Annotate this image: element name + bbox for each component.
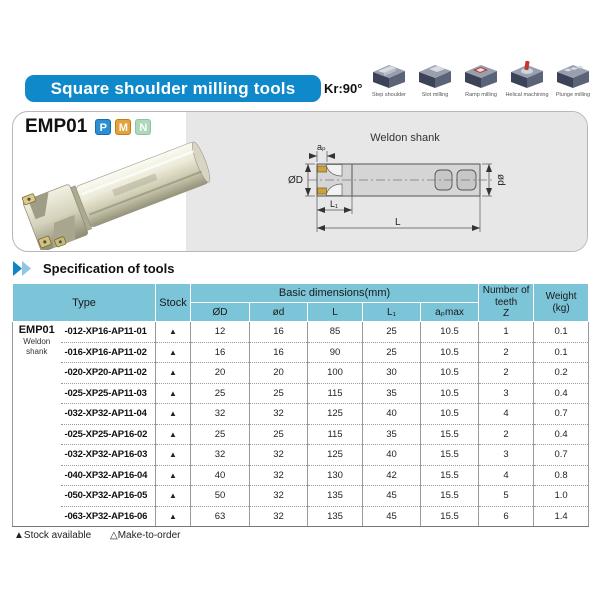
stock-flag-cell: ▲ — [156, 445, 191, 466]
weight-cell: 0.1 — [534, 342, 589, 363]
dim-od-cell: 32 — [250, 445, 308, 466]
dim-od-cell: 32 — [250, 506, 308, 527]
slot-milling-icon — [415, 61, 455, 91]
iso-badge-n: N — [135, 119, 151, 135]
dim-L-cell: 115 — [308, 424, 363, 445]
table-row — [13, 342, 589, 363]
dim-L1-cell: 35 — [363, 383, 421, 404]
teeth-cell: 2 — [479, 363, 534, 384]
iso-badge-m: M — [115, 119, 131, 135]
model-name: EMP01 — [25, 116, 88, 137]
col-header-OD: ØD — [191, 303, 250, 322]
type-code-cell: -040-XP32-AP16-04 — [61, 465, 156, 486]
spec-table-head — [13, 284, 589, 322]
ramp-milling-icon — [461, 61, 501, 91]
dim-L-cell: 130 — [308, 465, 363, 486]
dim-apmax-cell: 10.5 — [421, 322, 479, 343]
specification-table — [12, 283, 589, 527]
dim-od-cell: 20 — [250, 363, 308, 384]
dim-od-cell: 32 — [250, 404, 308, 425]
table-row — [13, 424, 589, 445]
table-row — [13, 383, 589, 404]
col-header-L1: L₁ — [363, 303, 421, 322]
application-label: Step shoulder — [372, 92, 406, 98]
series-shank-type: Weldon shank — [23, 337, 51, 356]
dim-od-cell: 25 — [250, 424, 308, 445]
stock-flag-cell: ▲ — [156, 363, 191, 384]
weight-cell: 1.0 — [534, 486, 589, 507]
dim-L1-cell: 35 — [363, 424, 421, 445]
drawing-insert-top — [318, 166, 327, 172]
teeth-cell: 1 — [479, 322, 534, 343]
dim-L1-cell: 40 — [363, 445, 421, 466]
teeth-cell: 2 — [479, 424, 534, 445]
footnote-make-to-order: △Make-to-order — [110, 530, 181, 541]
weight-cell: 0.1 — [534, 322, 589, 343]
application-ramp-milling — [458, 61, 504, 98]
dim-L1-cell: 40 — [363, 404, 421, 425]
application-label: Plunge milling — [555, 92, 591, 98]
col-header-weight — [534, 284, 589, 322]
dim-OD-cell: 25 — [191, 383, 250, 404]
dim-OD-cell: 50 — [191, 486, 250, 507]
dim-label-L: L — [395, 217, 401, 228]
stock-flag-cell: ▲ — [156, 506, 191, 527]
application-step-shoulder — [366, 61, 412, 98]
section-title: Specification of tools — [43, 261, 175, 276]
table-row — [13, 363, 589, 384]
weight-cell: 0.2 — [534, 363, 589, 384]
dim-L-cell: 115 — [308, 383, 363, 404]
weight-cell: 0.4 — [534, 383, 589, 404]
model-header — [25, 116, 155, 138]
table-row — [13, 486, 589, 507]
teeth-cell: 6 — [479, 506, 534, 527]
dim-L-cell: 90 — [308, 342, 363, 363]
application-icons — [366, 61, 598, 98]
teeth-cell: 3 — [479, 383, 534, 404]
kr-angle-label: Kr:90° — [324, 81, 363, 96]
table-row — [13, 445, 589, 466]
dim-L1-cell: 45 — [363, 506, 421, 527]
series-model: EMP01 — [18, 324, 55, 336]
application-slot-milling — [412, 61, 458, 98]
stock-flag-cell: ▲ — [156, 383, 191, 404]
type-code-cell: -025-XP25-AP11-03 — [61, 383, 156, 404]
teeth-label-z: Z — [503, 308, 510, 320]
table-row — [13, 465, 589, 486]
stock-flag-cell: ▲ — [156, 322, 191, 343]
table-row — [13, 506, 589, 527]
double-chevron-icon — [13, 261, 35, 276]
dim-od-cell: 16 — [250, 322, 308, 343]
application-label: Ramp milling — [465, 92, 497, 98]
stock-flag-cell: ▲ — [156, 465, 191, 486]
teeth-label-line2: teeth — [494, 296, 518, 308]
dim-L1-cell: 30 — [363, 363, 421, 384]
application-label: Helical machining — [505, 92, 549, 98]
series-label-cell — [13, 322, 61, 527]
col-header-apmax: aₚmax — [421, 303, 479, 322]
weight-cell: 1.4 — [534, 506, 589, 527]
dim-apmax-cell: 15.5 — [421, 506, 479, 527]
weight-cell: 0.7 — [534, 445, 589, 466]
col-header-teeth — [479, 284, 534, 322]
dim-OD-cell: 12 — [191, 322, 250, 343]
teeth-cell: 4 — [479, 465, 534, 486]
dim-L-cell: 135 — [308, 486, 363, 507]
plunge-milling-icon — [553, 61, 593, 91]
col-header-type: Type — [13, 284, 156, 322]
dim-od-cell: 25 — [250, 383, 308, 404]
col-header-od: ød — [250, 303, 308, 322]
type-code-cell: -025-XP25-AP16-02 — [61, 424, 156, 445]
dim-OD-cell: 32 — [191, 445, 250, 466]
iso-badge-p: P — [95, 119, 111, 135]
footnote-stock-available: ▲Stock available — [14, 530, 92, 541]
technical-drawing — [280, 126, 580, 248]
dim-apmax-cell: 10.5 — [421, 383, 479, 404]
weight-cell: 0.4 — [534, 424, 589, 445]
drawing-title: Weldon shank — [370, 132, 440, 144]
type-code-cell: -063-XP32-AP16-06 — [61, 506, 156, 527]
dim-L-cell: 125 — [308, 404, 363, 425]
dim-OD-cell: 25 — [191, 424, 250, 445]
step-shoulder-icon — [369, 61, 409, 91]
stock-flag-cell: ▲ — [156, 342, 191, 363]
page-title: Square shoulder milling tools — [25, 75, 321, 102]
dim-od-cell: 16 — [250, 342, 308, 363]
type-code-cell: -050-XP32-AP16-05 — [61, 486, 156, 507]
type-code-cell: -012-XP16-AP11-01 — [61, 322, 156, 343]
type-code-cell: -032-XP32-AP16-03 — [61, 445, 156, 466]
dim-L-cell: 125 — [308, 445, 363, 466]
dim-apmax-cell: 15.5 — [421, 486, 479, 507]
dim-OD-cell: 63 — [191, 506, 250, 527]
application-label: Slot milling — [421, 92, 449, 98]
dim-apmax-cell: 15.5 — [421, 424, 479, 445]
type-code-cell: -016-XP16-AP11-02 — [61, 342, 156, 363]
stock-flag-cell: ▲ — [156, 404, 191, 425]
dim-od-cell: 32 — [250, 465, 308, 486]
teeth-cell: 2 — [479, 342, 534, 363]
col-header-L: L — [308, 303, 363, 322]
application-helical-machining — [504, 61, 550, 98]
teeth-label-line1: Number of — [482, 285, 530, 297]
dim-apmax-cell: 15.5 — [421, 465, 479, 486]
type-code-cell: -020-XP20-AP11-02 — [61, 363, 156, 384]
tool-photo — [18, 136, 223, 250]
weight-cell: 0.8 — [534, 465, 589, 486]
dim-od-cell: 32 — [250, 486, 308, 507]
teeth-cell: 4 — [479, 404, 534, 425]
stock-flag-cell: ▲ — [156, 486, 191, 507]
dim-OD-cell: 32 — [191, 404, 250, 425]
application-plunge-milling — [550, 61, 596, 98]
col-header-basic-dimensions: Basic dimensions(mm) — [191, 284, 479, 303]
helical-machining-icon — [507, 61, 547, 91]
drawing-insert-bottom — [318, 188, 327, 194]
dim-label-od: ød — [495, 174, 506, 186]
dim-L1-cell: 45 — [363, 486, 421, 507]
dim-OD-cell: 16 — [191, 342, 250, 363]
table-row — [13, 322, 589, 343]
spec-table-body — [13, 322, 589, 527]
weight-label-line2: (kg) — [552, 302, 570, 314]
dim-label-L1: L₁ — [330, 199, 339, 209]
dim-L-cell: 100 — [308, 363, 363, 384]
dim-label-ap: aₚ — [317, 142, 326, 152]
dim-L1-cell: 25 — [363, 322, 421, 343]
dim-L1-cell: 25 — [363, 342, 421, 363]
table-row — [13, 404, 589, 425]
col-header-stock: Stock — [156, 284, 191, 322]
dim-apmax-cell: 10.5 — [421, 363, 479, 384]
stock-flag-cell: ▲ — [156, 424, 191, 445]
teeth-cell: 5 — [479, 486, 534, 507]
weight-label-line1: Weight — [545, 291, 577, 302]
dim-L-cell: 135 — [308, 506, 363, 527]
dim-OD-cell: 20 — [191, 363, 250, 384]
dim-L-cell: 85 — [308, 322, 363, 343]
dim-apmax-cell: 10.5 — [421, 342, 479, 363]
teeth-cell: 3 — [479, 445, 534, 466]
dim-apmax-cell: 10.5 — [421, 404, 479, 425]
section-header — [13, 261, 174, 276]
weight-cell: 0.7 — [534, 404, 589, 425]
dim-L1-cell: 42 — [363, 465, 421, 486]
dim-apmax-cell: 15.5 — [421, 445, 479, 466]
iso-badges — [95, 118, 155, 136]
type-code-cell: -032-XP32-AP11-04 — [61, 404, 156, 425]
dim-OD-cell: 40 — [191, 465, 250, 486]
dim-label-OD: ØD — [288, 175, 303, 186]
